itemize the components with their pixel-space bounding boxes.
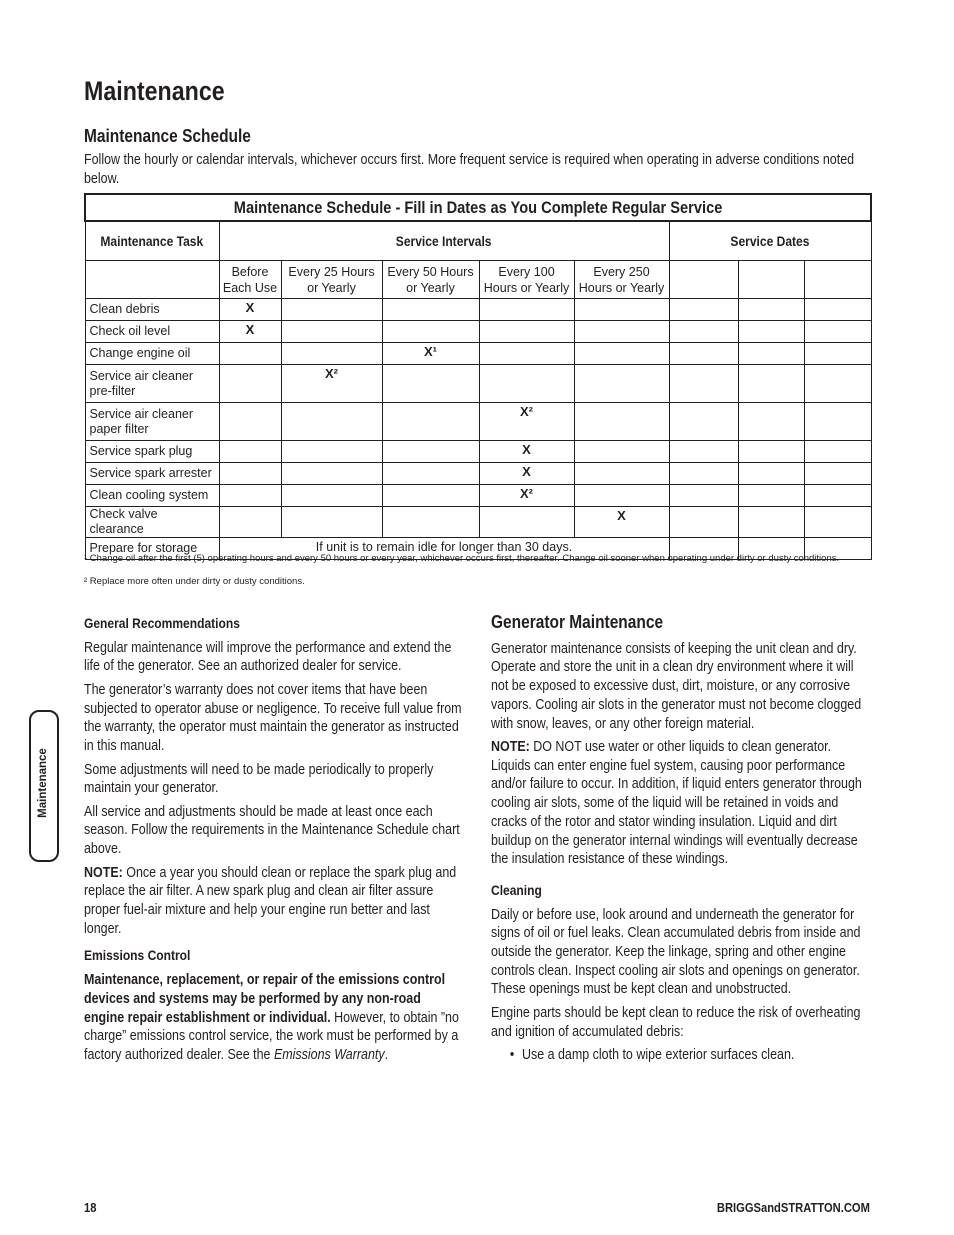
interval-mark	[382, 463, 479, 485]
emissions-text: Maintenance, replacement, or repair of the emissions control devices and systems may be performed by any non-road engine repair establishment or individual. However, to obtain ”no charge” emissions control service, the work must be performed by a factory authorized dealer. See the Emissions Warranty.	[84, 972, 459, 1063]
table-row	[85, 441, 871, 463]
interval-mark	[574, 365, 669, 403]
service-date-cell[interactable]	[738, 403, 804, 441]
table-row	[85, 403, 871, 441]
table-title: Maintenance Schedule - Fill in Dates as You Complete Regular Service	[85, 194, 871, 221]
interval-mark	[382, 441, 479, 463]
col-header-task: Maintenance Task	[85, 221, 219, 261]
table-row	[85, 365, 871, 403]
service-date-cell[interactable]	[669, 507, 738, 538]
interval-label: Every 50 Hours or Yearly	[382, 261, 479, 299]
general-p3: Some adjustments will need to be made periodically to properly maintain your generator.	[84, 761, 434, 797]
general-p1: Regular maintenance will improve the performance and extend the life of the generator. See an authorized dealer for service.	[84, 639, 452, 675]
general-p2: The generator’s warranty does not cover items that have been subjected to operator abuse or negligence. To receive full value from the warranty, the operator must maintain the generator as instructed in this manual.	[84, 681, 462, 755]
page-title: Maintenance	[84, 76, 225, 106]
interval-mark	[382, 321, 479, 343]
service-date-cell[interactable]	[804, 485, 871, 507]
table-row	[85, 463, 871, 485]
service-date-cell[interactable]	[738, 299, 804, 321]
task-rows	[85, 299, 871, 538]
service-date-cell[interactable]	[738, 507, 804, 538]
emissions-warranty-ref: Emissions Warranty	[273, 1046, 385, 1063]
interval-mark	[479, 343, 574, 365]
general-heading: General Recommendations	[84, 615, 240, 631]
table-row	[85, 321, 871, 343]
task-label: Check oil level	[85, 321, 219, 343]
service-date-cell[interactable]	[669, 365, 738, 403]
table-row	[85, 485, 871, 507]
schedule-heading: Maintenance Schedule	[84, 126, 251, 146]
service-date-cell[interactable]	[804, 261, 871, 299]
interval-mark	[479, 299, 574, 321]
service-date-cell[interactable]	[804, 299, 871, 321]
interval-mark	[281, 403, 382, 441]
interval-mark: X	[574, 507, 669, 538]
footer-site: BRIGGSandSTRATTON.COM	[717, 1200, 870, 1215]
interval-mark: X	[479, 463, 574, 485]
interval-label: Every 100 Hours or Yearly	[479, 261, 574, 299]
interval-mark	[219, 485, 281, 507]
task-label: Service air cleaner pre-filter	[85, 365, 219, 403]
interval-mark	[382, 365, 479, 403]
maintenance-schedule-table	[84, 193, 872, 560]
service-date-cell[interactable]	[669, 299, 738, 321]
service-date-cell[interactable]	[669, 441, 738, 463]
service-date-cell[interactable]	[804, 403, 871, 441]
cleaning-p1: Daily or before use, look around and underneath the generator for signs of oil or fuel leaks. Clean accumulated debris from inside and outside the generator. Keep the linkage, spring and other engine controls clean. Inspect cooling air slots and openings on generator. These openings must be kept clean and unobstructed.	[491, 906, 861, 998]
right-column	[491, 613, 871, 1065]
footnote-1: ¹ Change oil after the first (5) operating hours and every 50 hours or every year, whichever occurs first, thereafter. Change oil sooner when operating under dirty or dusty conditions.	[84, 553, 840, 564]
interval-mark	[219, 463, 281, 485]
interval-mark	[382, 299, 479, 321]
interval-mark	[574, 299, 669, 321]
interval-mark	[281, 463, 382, 485]
service-date-cell[interactable]	[738, 485, 804, 507]
interval-mark	[281, 507, 382, 538]
emissions-heading: Emissions Control	[84, 947, 191, 964]
interval-mark: X¹	[382, 343, 479, 365]
generator-note: NOTE: DO NOT use water or other liquids to clean generator. Liquids can enter engine fuel system, causing poor performance and/or failure to occur. In addition, if liquid enters generator through cooling air slots, some of the liquid will be retained in voids and cracks of the rotor and stator winding insulation. Liquid and dirt buildup on the generator internal windings will eventually decrease the insulation resistance of these windings.	[491, 739, 862, 868]
task-label: Service spark plug	[85, 441, 219, 463]
service-date-cell[interactable]	[669, 463, 738, 485]
left-column	[84, 604, 462, 1069]
task-label: Service spark arrester	[85, 463, 219, 485]
interval-mark	[479, 365, 574, 403]
interval-mark	[281, 343, 382, 365]
interval-mark	[479, 321, 574, 343]
service-date-cell[interactable]	[669, 343, 738, 365]
service-date-cell[interactable]	[738, 365, 804, 403]
cleaning-p2: Engine parts should be kept clean to reduce the risk of overheating and ignition of accumulated debris:	[491, 1004, 861, 1040]
interval-mark	[479, 507, 574, 538]
generator-p1: Generator maintenance consists of keeping the unit clean and dry. Operate and store the unit in a clean dry environment where it will not be exposed to excessive dust, dirt, moisture, or any corrosive vapors. Cooling air slots in the generator must not become clogged with snow, leaves, or any other foreign material.	[491, 640, 862, 732]
service-date-cell[interactable]	[804, 365, 871, 403]
service-date-cell[interactable]	[669, 261, 738, 299]
service-date-cell[interactable]	[804, 441, 871, 463]
service-date-cell[interactable]	[669, 321, 738, 343]
list-item: • Use a damp cloth to wipe exterior surfaces clean.	[522, 1046, 871, 1065]
interval-mark: X²	[281, 365, 382, 403]
general-p4: All service and adjustments should be made at least once each season. Follow the requirements in the Maintenance Schedule chart above.	[84, 803, 460, 858]
interval-mark: X	[219, 321, 281, 343]
interval-label: Every 250 Hours or Yearly	[574, 261, 669, 299]
interval-mark	[382, 485, 479, 507]
interval-mark: X	[219, 299, 281, 321]
service-date-cell[interactable]	[738, 343, 804, 365]
page-number: 18	[84, 1200, 97, 1215]
service-date-cell[interactable]	[738, 463, 804, 485]
interval-mark: X	[479, 441, 574, 463]
interval-mark	[382, 403, 479, 441]
interval-mark	[219, 343, 281, 365]
interval-mark	[574, 441, 669, 463]
interval-mark	[219, 441, 281, 463]
interval-mark	[281, 485, 382, 507]
service-date-cell[interactable]	[804, 463, 871, 485]
cleaning-list	[491, 1046, 871, 1065]
service-date-cell[interactable]	[804, 507, 871, 538]
interval-mark	[219, 507, 281, 538]
interval-mark	[574, 485, 669, 507]
col-header-intervals: Service Intervals	[219, 221, 669, 261]
interval-mark	[219, 365, 281, 403]
general-note: NOTE: Once a year you should clean or replace the spark plug and replace the air filter. A new spark plug and clean air filter assure proper fuel-air mixture and help your engine run better and last longer.	[84, 864, 457, 937]
schedule-intro: Follow the hourly or calendar intervals, whichever occurs first. More frequent service is required when operating in adverse conditions noted below.	[84, 152, 855, 187]
storage-note: If unit is to remain idle for longer than 30 days.	[219, 538, 669, 560]
task-label: Prepare for storage	[85, 538, 219, 560]
table-row	[85, 507, 871, 538]
interval-mark: X²	[479, 485, 574, 507]
service-date-cell[interactable]	[804, 321, 871, 343]
interval-mark: X²	[479, 403, 574, 441]
service-date-cell[interactable]	[804, 343, 871, 365]
table-row	[85, 343, 871, 365]
interval-header-row	[85, 261, 871, 299]
cleaning-heading: Cleaning	[491, 881, 542, 898]
footnote-2: ² Replace more often under dirty or dusty conditions.	[84, 576, 305, 587]
table-row	[85, 299, 871, 321]
service-date-cell[interactable]	[669, 403, 738, 441]
interval-mark	[574, 403, 669, 441]
interval-mark	[382, 507, 479, 538]
col-header-dates: Service Dates	[669, 221, 871, 261]
interval-mark	[281, 321, 382, 343]
interval-mark	[574, 463, 669, 485]
service-date-cell[interactable]	[738, 261, 804, 299]
task-label: Clean debris	[85, 299, 219, 321]
service-date-cell[interactable]	[669, 485, 738, 507]
task-label: Service air cleaner paper filter	[85, 403, 219, 441]
interval-mark	[281, 441, 382, 463]
interval-mark	[219, 403, 281, 441]
interval-label: Before Each Use	[219, 261, 281, 299]
interval-mark	[281, 299, 382, 321]
generator-heading: Generator Maintenance	[491, 612, 664, 632]
task-label: Clean cooling system	[85, 485, 219, 507]
interval-mark	[574, 343, 669, 365]
interval-label: Every 25 Hours or Yearly	[281, 261, 382, 299]
interval-mark	[574, 321, 669, 343]
section-tab-label: Maintenance	[37, 748, 49, 818]
service-date-cell[interactable]	[738, 321, 804, 343]
task-label: Check valve clearance	[85, 507, 219, 538]
task-label: Change engine oil	[85, 343, 219, 365]
service-date-cell[interactable]	[738, 441, 804, 463]
